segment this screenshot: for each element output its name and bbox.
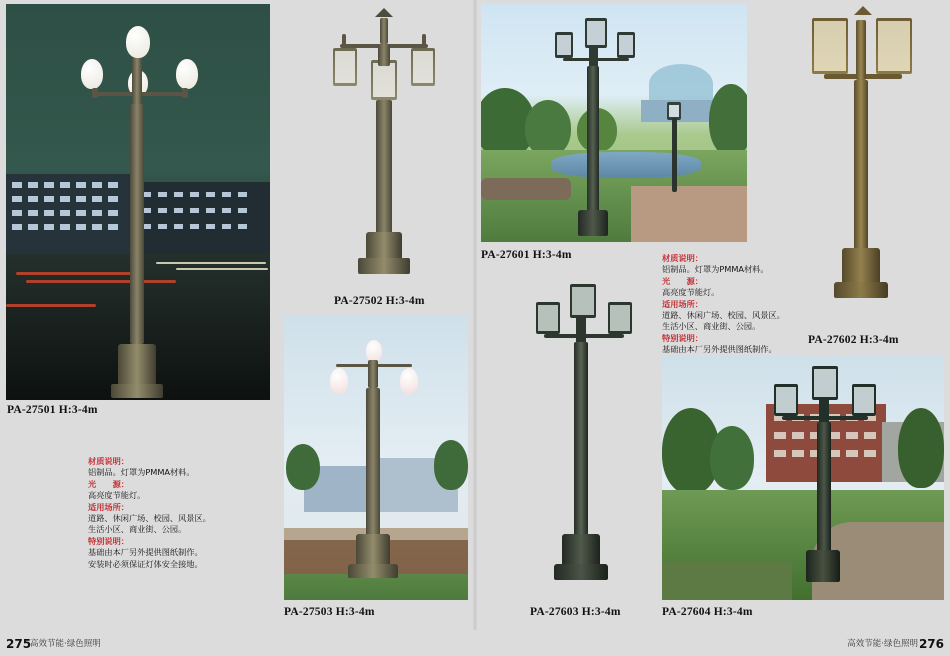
spec-block-right xyxy=(662,253,812,367)
spec-right-note-title: 特别说明： xyxy=(662,332,703,343)
spec-right-usage-text-1: 道路、休闲广场、校园、风景区。 xyxy=(662,310,785,321)
caption-pa-27501: PA-27501 H:3-4m xyxy=(7,404,98,416)
page-number-left: 275 xyxy=(6,637,32,651)
spec-right-material-text: 铝制品。灯罩为PMMA材料。 xyxy=(662,264,769,275)
spec-right-note-text-1: 基础由本厂另外提供图纸制作。 xyxy=(662,344,777,355)
product-photo-pa-27604 xyxy=(662,356,944,600)
spec-left-source-text: 高亮度节能灯。 xyxy=(88,490,146,501)
caption-pa-27603: PA-27603 H:3-4m xyxy=(530,606,621,618)
spec-block-left xyxy=(88,456,238,570)
footer-bar xyxy=(0,630,950,656)
caption-pa-27602: PA-27602 H:3-4m xyxy=(808,334,899,346)
spec-right-material-title: 材质说明： xyxy=(662,253,703,263)
product-photo-pa-27602 xyxy=(790,4,940,324)
spec-left-material-text: 铝制品。灯罩为PMMA材料。 xyxy=(88,467,195,478)
spec-left-source-title: 光 源： xyxy=(88,478,129,489)
spec-right-usage-text-2: 生活小区、商业街、公园。 xyxy=(662,321,761,332)
footer-text-left: 高效节能·绿色照明 xyxy=(30,639,101,649)
product-photo-pa-27601 xyxy=(481,4,747,242)
spec-right-source-text: 高亮度节能灯。 xyxy=(662,287,720,298)
spec-left-note-text-1: 基础由本厂另外提供图纸制作。 xyxy=(88,547,203,558)
page-number-right: 276 xyxy=(918,637,944,651)
page-gutter xyxy=(473,0,477,656)
spec-left-usage-text-2: 生活小区、商业街、公园。 xyxy=(88,524,187,535)
footer-text-right: 高效节能·绿色照明 xyxy=(847,639,918,649)
spec-left-note-title: 特别说明： xyxy=(88,535,129,546)
caption-pa-27502: PA-27502 H:3-4m xyxy=(334,295,425,307)
caption-pa-27604: PA-27604 H:3-4m xyxy=(662,606,753,618)
spec-left-usage-text-1: 道路、休闲广场、校园、风景区。 xyxy=(88,513,211,524)
product-photo-pa-27503 xyxy=(284,316,468,600)
product-photo-pa-27501 xyxy=(6,4,270,400)
spec-left-material-title: 材质说明： xyxy=(88,456,129,466)
spec-right-usage-title: 适用场所： xyxy=(662,298,703,309)
spec-right-source-title: 光 源： xyxy=(662,275,703,286)
product-photo-pa-27603 xyxy=(512,272,662,596)
spec-left-usage-title: 适用场所： xyxy=(88,501,129,512)
caption-pa-27601: PA-27601 H:3-4m xyxy=(481,249,572,261)
caption-pa-27503: PA-27503 H:3-4m xyxy=(284,606,375,618)
product-photo-pa-27502 xyxy=(300,4,468,286)
spec-left-note-text-2: 安装时必须保证灯体安全接地。 xyxy=(88,558,203,569)
